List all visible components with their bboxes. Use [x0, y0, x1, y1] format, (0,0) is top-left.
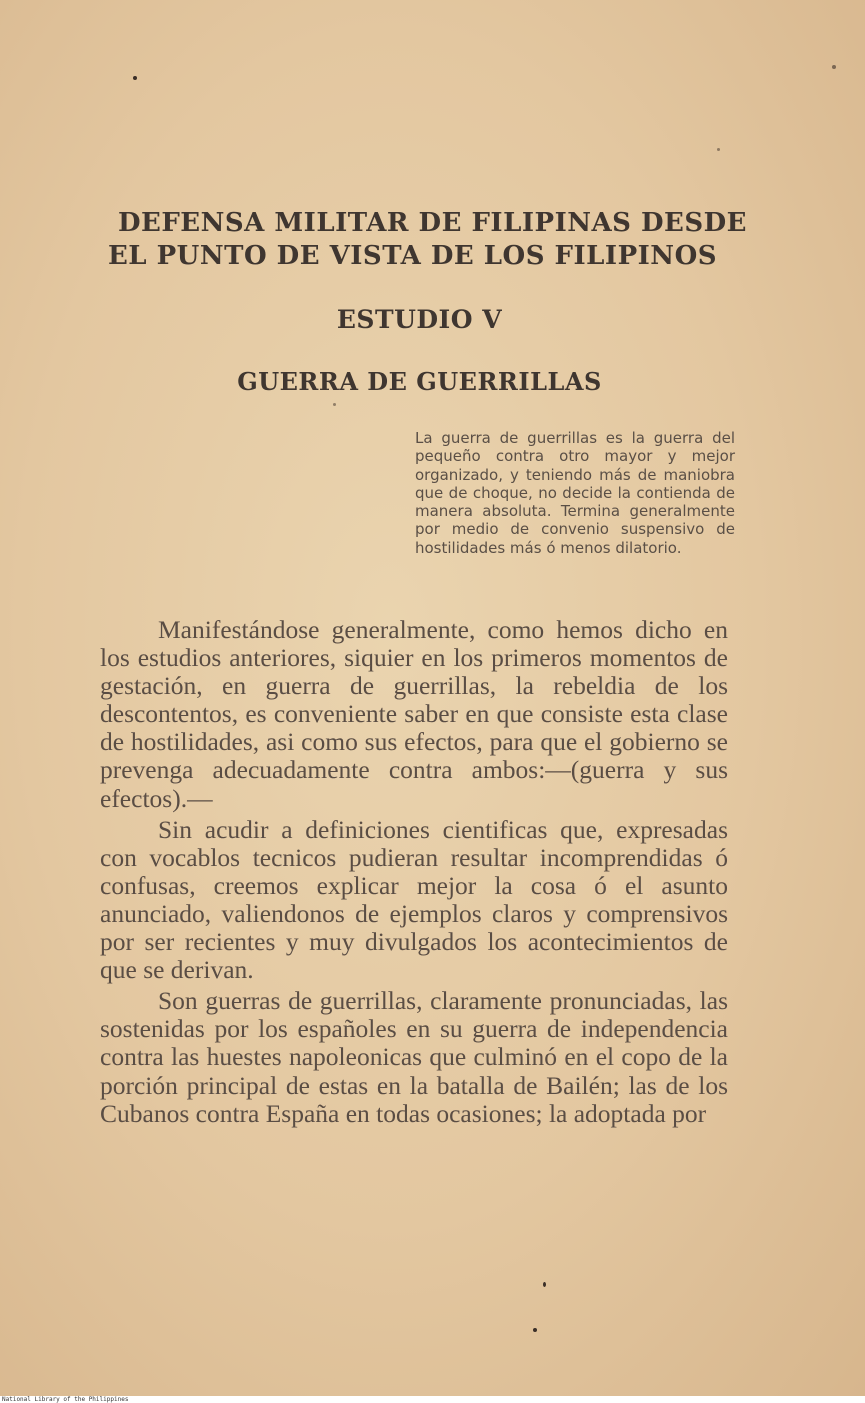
- ink-speck: [133, 76, 137, 80]
- library-credit: National Library of the Philippines: [2, 1396, 129, 1403]
- epigraph: La guerra de guerrillas es la guerra del pequeño contra otro mayor y mejor organizado, y teniendo más de maniobra que de choque, no decide la contienda de manera absoluta. Termina generalmente por medio de convenio suspensivo de hostilidades más ó menos dilatorio.: [415, 429, 735, 557]
- ink-speck: [543, 1282, 546, 1287]
- ink-speck: [333, 403, 336, 406]
- paragraph-1: Manifestándose generalmente, como hemos dicho en los estudios anteriores, siquier en los primeros momentos de gestación, en guerra de guerrillas, la rebeldia de los descontentos, es conveniente saber en que consiste esta clase de hostilidades, asi como sus efectos, para que el gobierno se prevenga adecuadamente contra ambos:—(guerra y sus efectos).—: [100, 615, 728, 813]
- ink-speck: [717, 148, 720, 151]
- body-text: [100, 616, 728, 1128]
- title-line-1: DEFENSA MILITAR DE FILIPINAS DESDE: [117, 208, 747, 238]
- ink-speck: [533, 1328, 537, 1332]
- title-line-2: EL PUNTO DE VISTA DE LOS FILIPINOS: [107, 241, 717, 271]
- ink-speck: [832, 65, 836, 69]
- paragraph-2: Sin acudir a definiciones cientificas que, expresadas con vocablos tecnicos pudieran resultar incomprendidas ó confusas, creemos explicar mejor la cosa ó el asunto anunciado, valiendonos de ejemplos claros y comprensivos por ser recientes y muy divulgados los acontecimientos de que se derivan.: [100, 814, 728, 985]
- section-title: GUERRA DE GUERRILLAS: [237, 367, 602, 396]
- paragraph-3: Son guerras de guerrillas, claramente pronunciadas, las sostenidas por los españoles en su guerra de independencia contra las huestes napoleonicas que culminó en el copo de la porción principal de estas en la batalla de Bailén; las de los Cubanos contra España en todas ocasiones; la adoptada por: [100, 986, 728, 1128]
- study-label: ESTUDIO V: [336, 305, 503, 334]
